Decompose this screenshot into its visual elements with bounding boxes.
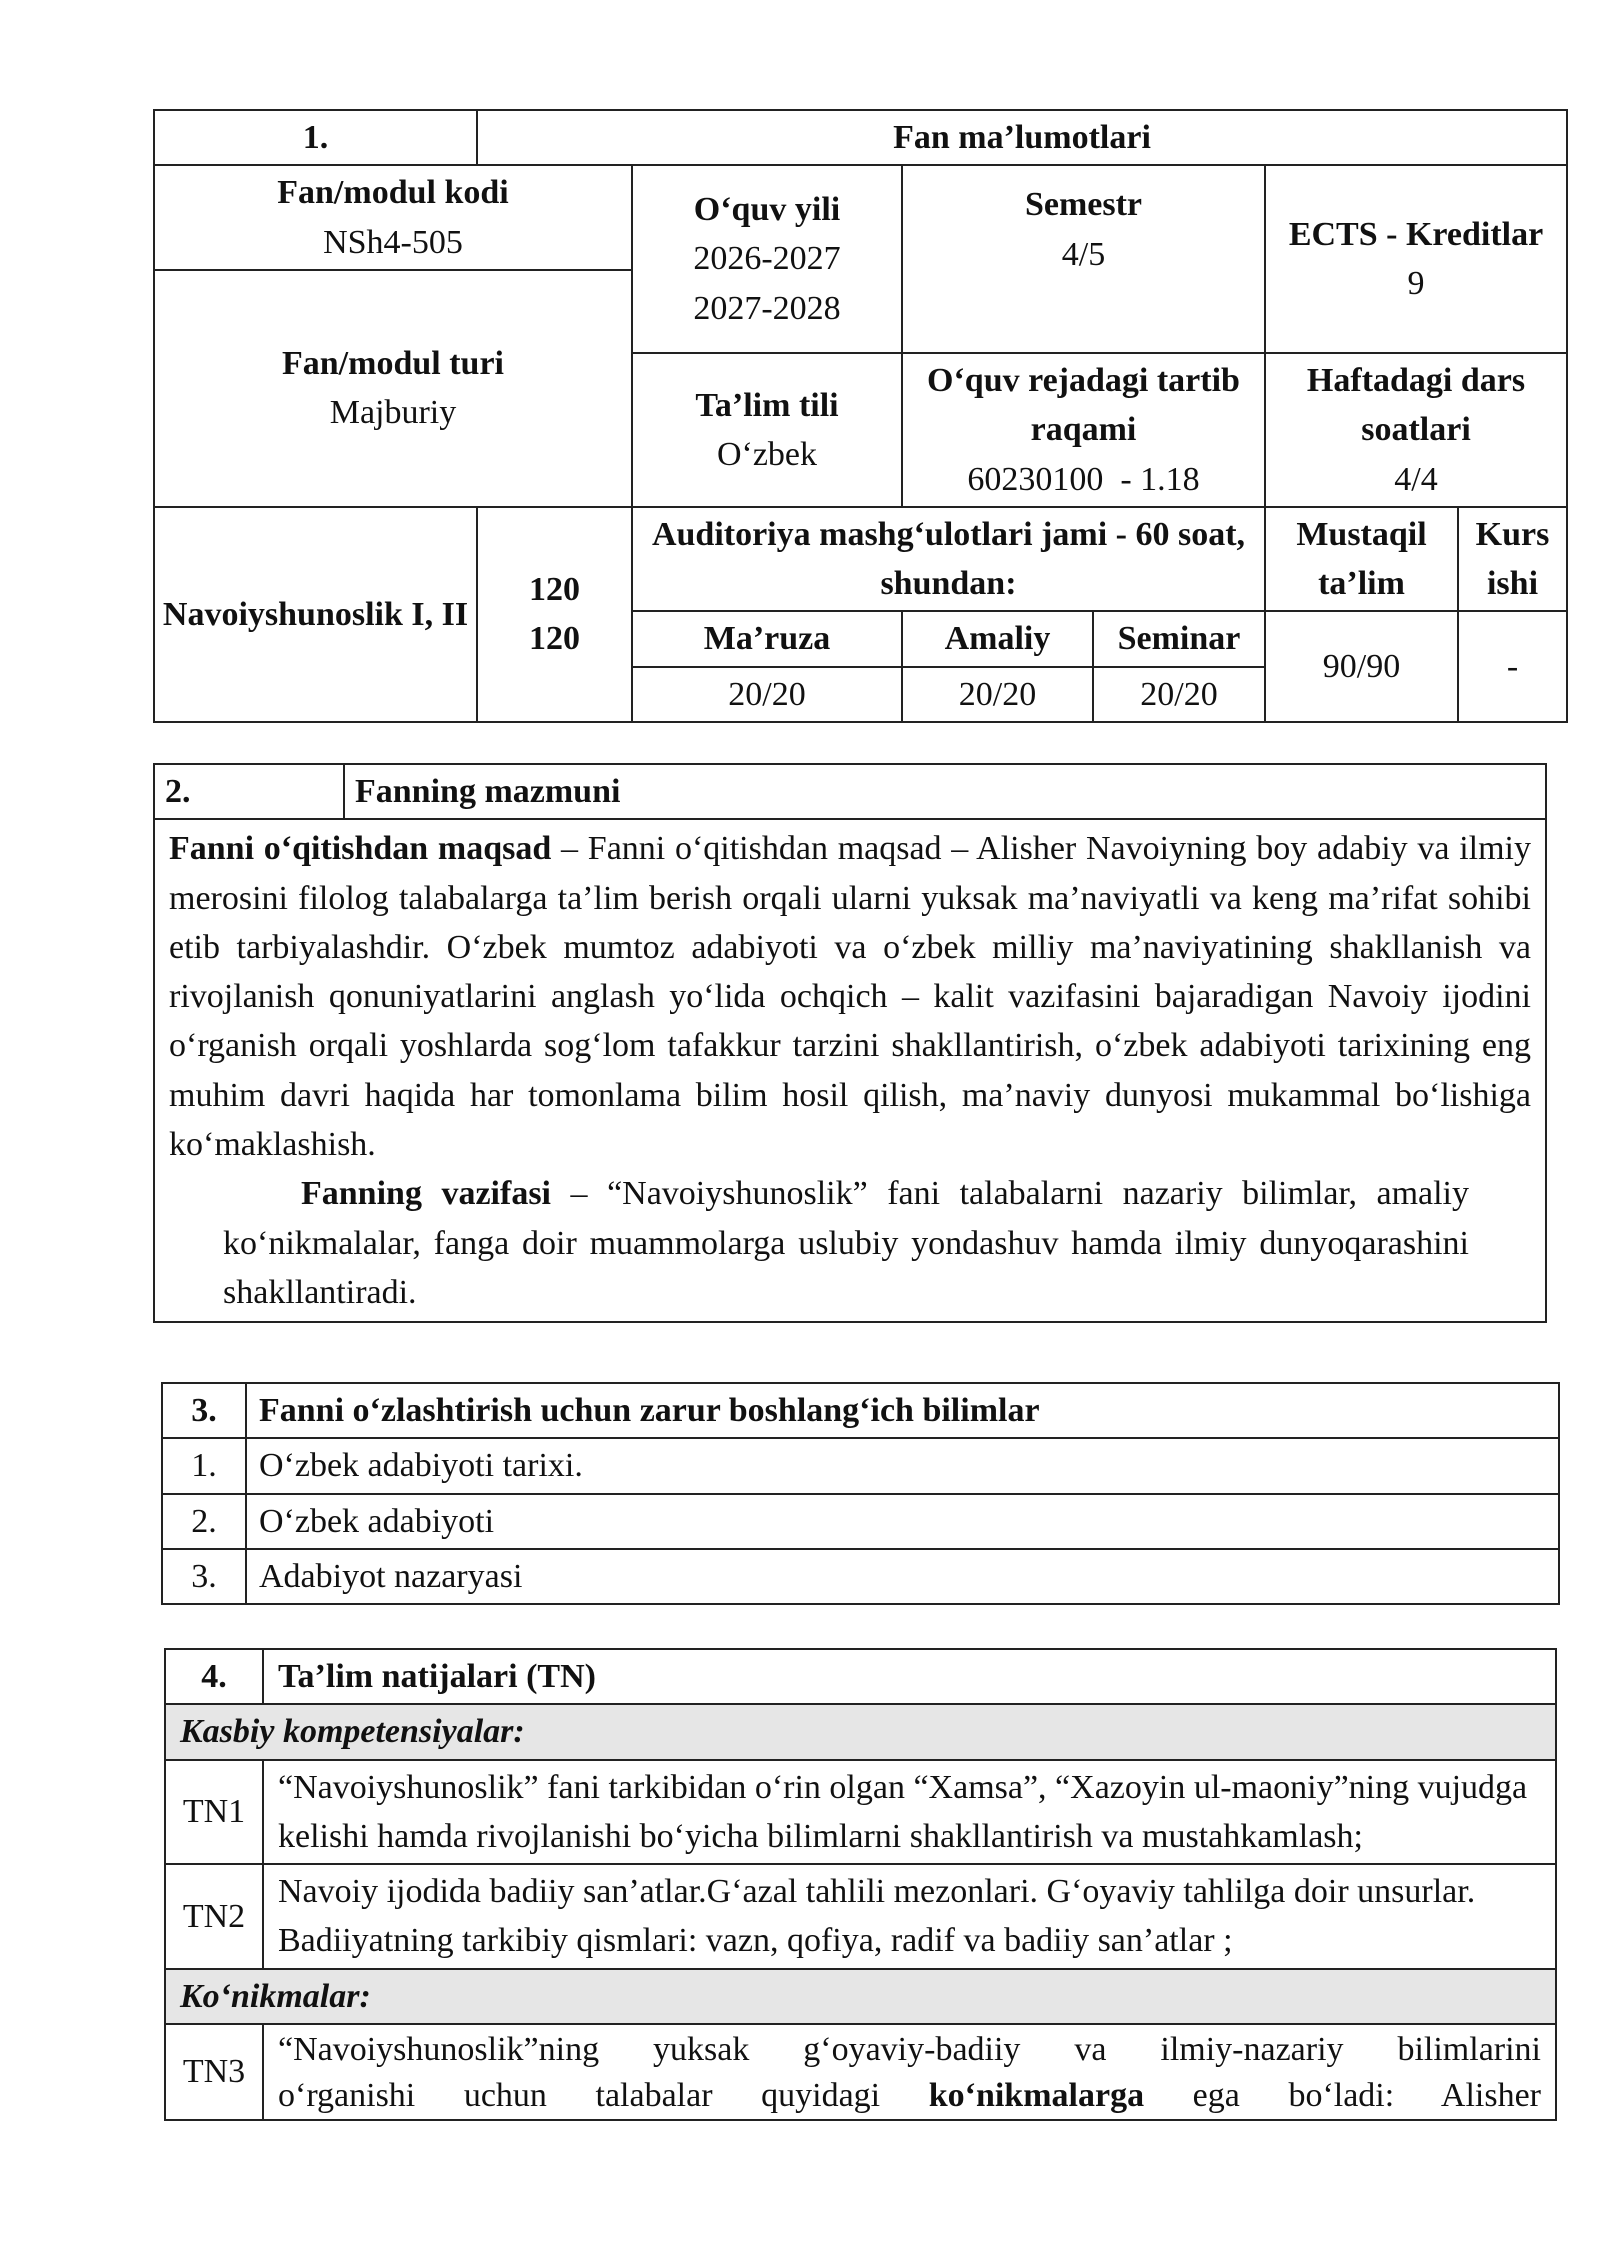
ects-value: 9 [1407, 265, 1425, 303]
independent-study-value: 90/90 [1265, 611, 1458, 722]
academic-year-value-2: 2027-2028 [693, 289, 841, 327]
item-text: O‘zbek adabiyoti tarixi. [246, 1438, 1559, 1493]
item-number: 2. [162, 1494, 246, 1549]
content-table [153, 763, 1547, 1323]
total-hours-1: 120 [529, 571, 580, 609]
subject-name: Navoiyshunoslik I, II [154, 507, 477, 722]
section-number: 4. [165, 1649, 263, 1704]
content-body [154, 819, 1546, 1322]
course-info-table [153, 109, 1568, 723]
auditorium-label: Auditoriya mashg‘ulotlari jami - 60 soat, shundan: [632, 507, 1265, 612]
academic-year-value-1: 2026-2027 [693, 240, 841, 278]
lecture-label: Ma’ruza [632, 611, 902, 666]
ects-label: ECTS - Kreditlar [1288, 215, 1544, 253]
order-number-value: 60230100 - 1.18 [967, 460, 1200, 498]
module-type-value: Majburiy [329, 394, 457, 432]
outcome-keyword: ko‘nikmalarga [928, 2076, 1145, 2114]
section-number: 3. [162, 1383, 246, 1438]
semester-cell [902, 165, 1265, 353]
language-value: O‘zbek [716, 435, 818, 473]
coursework-value: - [1458, 611, 1567, 722]
section-title: Ta’lim natijalari (TN) [263, 1649, 1556, 1704]
outcome-code: TN3 [165, 2024, 263, 2120]
practical-label: Amaliy [902, 611, 1093, 666]
academic-year-cell [632, 165, 902, 353]
task-label: Fanning vazifasi [301, 1175, 552, 1213]
list-item [162, 1438, 1559, 1493]
independent-study-label: Mustaqil ta’lim [1265, 507, 1458, 612]
module-code-label: Fan/modul kodi [277, 174, 509, 212]
outcome-text: “Navoiyshunoslik” fani tarkibidan o‘rin olgan “Xamsa”, “Xazoyin ul-maoniy”ning vujudga kelishi hamda rivojlanishi bo‘yicha bilimlarni shakllantirish va mustahkamlash; [263, 1760, 1556, 1865]
task-text: – “Navoiyshunoslik” fani talabalarni nazariy bilimlar, amaliy ko‘nikmalalar, fanga doir muammolarga uslubiy yondashuv hamda ilmiy dunyoqarashini shakllantiradi. [223, 1175, 1469, 1311]
section-number: 2. [154, 764, 344, 819]
item-number: 1. [162, 1438, 246, 1493]
section-title: Fan ma’lumotlari [477, 110, 1567, 165]
seminar-label: Seminar [1093, 611, 1265, 666]
list-item [162, 1494, 1559, 1549]
item-text: O‘zbek adabiyoti [246, 1494, 1559, 1549]
task-paragraph [169, 1169, 1531, 1317]
weekly-hours-cell [1265, 353, 1567, 507]
outcome-line-end: ega bo‘ladi: Alisher [1144, 2076, 1542, 2114]
module-type-cell [154, 270, 632, 507]
outcome-code: TN2 [165, 1864, 263, 1969]
language-label: Ta’lim tili [695, 386, 839, 424]
outcome-line: “Navoiyshunoslik”ning yuksak g‘oyaviy-badiiy va ilmiy-nazariy bilimlarini [278, 2031, 1541, 2069]
prerequisites-table [161, 1382, 1560, 1605]
seminar-value: 20/20 [1093, 667, 1265, 722]
weekly-hours-label: Haftadagi dars soatlari [1306, 361, 1526, 449]
academic-year-label: O‘quv yili [693, 191, 841, 229]
order-number-label: O‘quv rejadagi tartib raqami [927, 361, 1240, 449]
outcome-text: Navoiy ijodida badiiy san’atlar.G‘azal tahlili mezonlari. G‘oyaviy tahlilga doir unsurlar. Badiiyatning tarkibiy qismlari: vazn, qofiya, radif va badiiy san’atlar ; [263, 1864, 1556, 1969]
total-hours-2: 120 [529, 620, 580, 658]
outcome-code: TN1 [165, 1760, 263, 1865]
practical-value: 20/20 [902, 667, 1093, 722]
lecture-value: 20/20 [632, 667, 902, 722]
section-title: Fanni o‘zlashtirish uchun zarur boshlang‘ich bilimlar [246, 1383, 1559, 1438]
item-text: Adabiyot nazaryasi [246, 1549, 1559, 1604]
semester-label: Semestr [1024, 186, 1143, 224]
outcome-text [263, 2024, 1556, 2120]
order-number-cell [902, 353, 1265, 507]
module-type-label: Fan/modul turi [282, 345, 504, 383]
section-number: 1. [154, 110, 477, 165]
goal-text: – Fanni o‘qitishdan maqsad – Alisher Navoiyning boy adabiy va ilmiy merosini filolog talabalarga ta’lim berish orqali ularni yuksak ma’naviyatli va keng ma’rifat sohibi etib tarbiyalashdir. O‘zbek mumtoz adabiyoti va o‘zbek milliy ma’naviyatining shakllanish va rivojlanish qonuniyatlarini anglash yo‘lida ochqich – kalit vazifasini bajaradigan Navoiy ijodini o‘rganish orqali yoshlarda sog‘lom tafakkur tarzini shakllantirish, o‘zbek adabiyoti tarixining eng muhim davri haqida har tomonlama bilim hosil qilish, ma’naviy dunyosi mukammal bo‘lishiga ko‘maklashish. [169, 830, 1531, 1164]
goal-label: Fanni o‘qitishdan maqsad [169, 830, 552, 868]
learning-outcomes-table [164, 1648, 1557, 2121]
total-hours-cell [477, 507, 632, 722]
coursework-label: Kurs ishi [1458, 507, 1567, 612]
section-title: Fanning mazmuni [344, 764, 1546, 819]
goal-paragraph [169, 824, 1531, 1169]
weekly-hours-value: 4/4 [1394, 460, 1438, 498]
ects-cell [1265, 165, 1567, 353]
group-heading: Ko‘nikmalar: [165, 1969, 1556, 2024]
module-code-value: NSh4-505 [323, 223, 463, 261]
group-heading: Kasbiy kompetensiyalar: [165, 1704, 1556, 1759]
module-code-cell [154, 165, 632, 270]
outcome-line-start: o‘rganishi uchun talabalar quyidagi [278, 2076, 929, 2114]
semester-value: 4/5 [1061, 235, 1106, 273]
list-item [162, 1549, 1559, 1604]
item-number: 3. [162, 1549, 246, 1604]
language-cell [632, 353, 902, 507]
outcome-line [278, 2073, 1541, 2119]
